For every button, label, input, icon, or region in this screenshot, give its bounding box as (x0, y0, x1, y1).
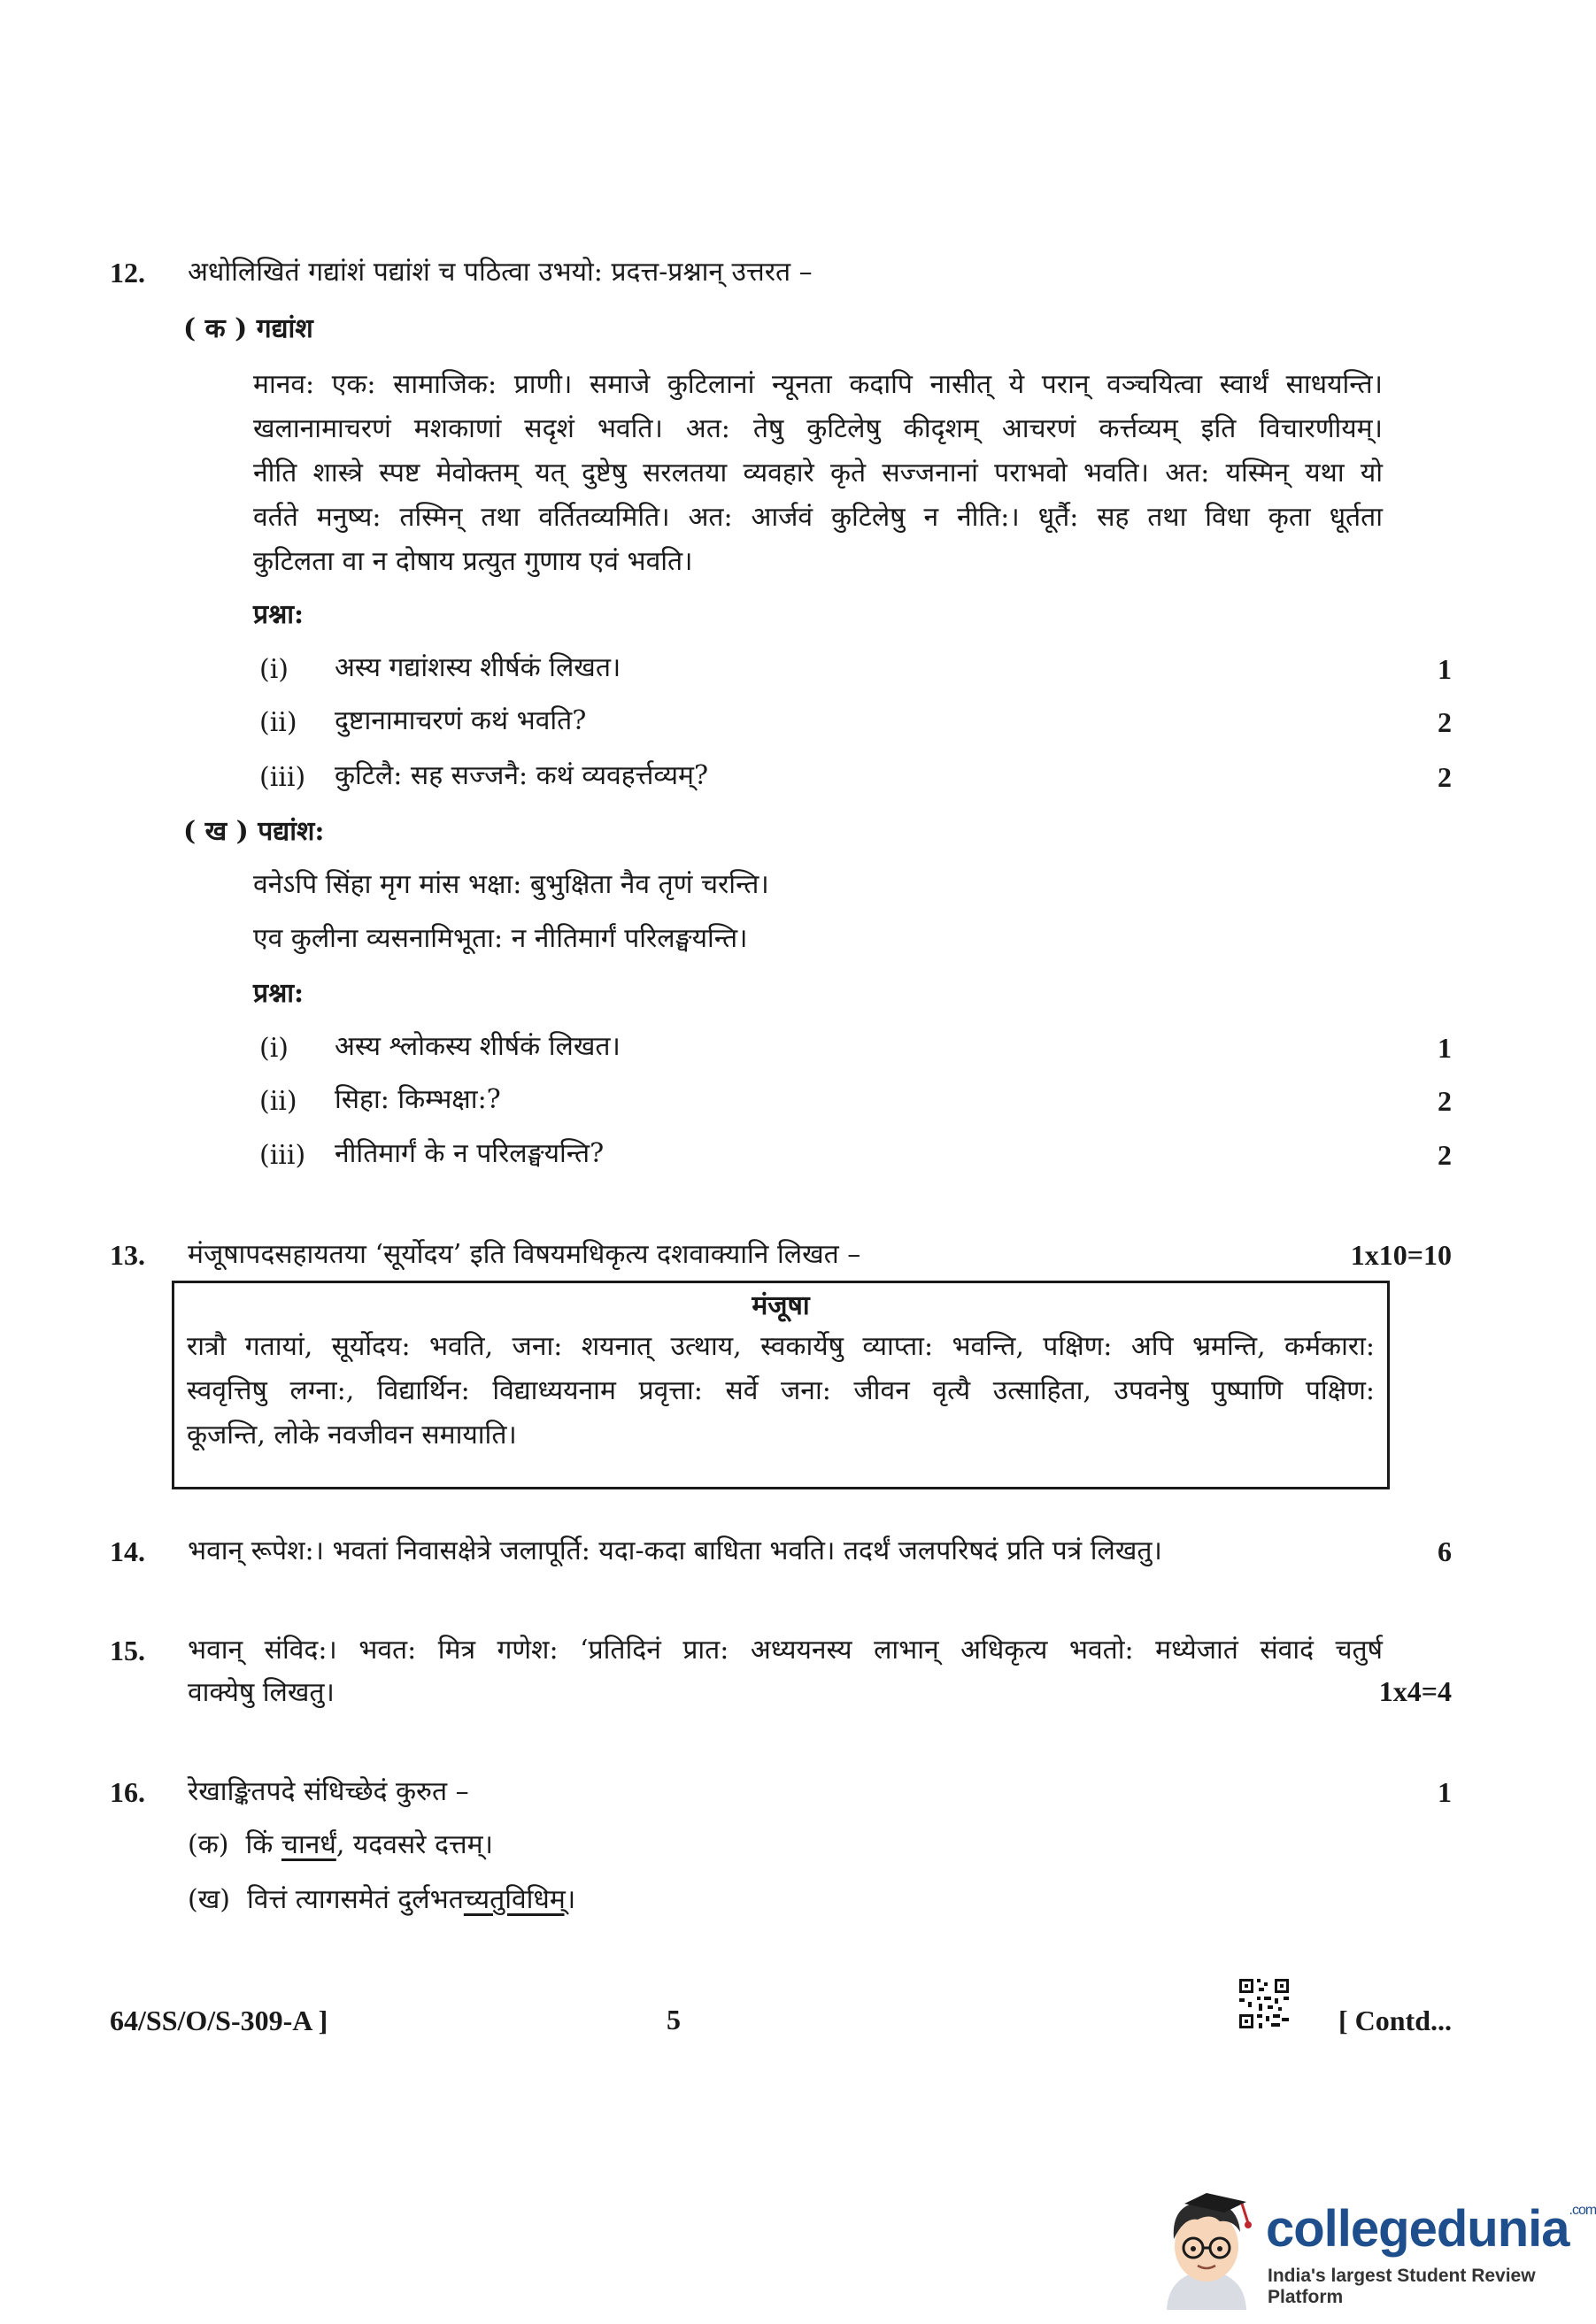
manjusha-line: स्ववृत्तिषु लग्ना:, विद्यार्थिन: विद्याध्ययनाम प्रवृत्ता: सर्वे जना: जीवन वृत्यै उत्साहिता, उपवनेषु पुष्पाणि पक्षिण: (187, 1375, 1375, 1406)
q13-marks: 1x10=10 (1350, 1239, 1452, 1271)
q16-a-label: (क) (188, 1829, 229, 1860)
question-marks: 1 (1438, 1032, 1452, 1064)
q16-b-label: (ख) (188, 1884, 230, 1915)
question-number: (iii) (259, 762, 306, 793)
passage-line: नीति शास्त्रे स्पष्ट मेवोक्तम् यत् दुष्टेषु सरलतया व्यवहारे कृते सज्जनानां पराभवो भवति। अत: यस्मिन् यथा यो (253, 458, 1383, 489)
question-number: (i) (259, 1033, 289, 1064)
brand-name: collegedunia (1266, 2200, 1569, 2258)
q14-number: 14. (110, 1535, 145, 1567)
manjusha-title: मंजूषा (752, 1290, 810, 1321)
q12-instruction: अधोलिखितं गद्यांशं पद्यांशं च पठित्वा उभयो: प्रदत्त-प्रश्नान् उत्तरत – (188, 257, 813, 288)
q16-marks: 1 (1438, 1776, 1452, 1808)
question-number: (ii) (259, 707, 297, 738)
q16-b-post: । (565, 1884, 576, 1915)
q12-part-b-label: ( ख ) पद्यांश: (183, 816, 325, 847)
brand-tagline: India's largest Student Review Platform (1268, 2266, 1536, 2307)
q16-b-pre: वित्तं त्यागसमेतं दुर्लभत (247, 1884, 464, 1915)
verse-line: वनेऽपि सिंहा मृग मांस भक्षा: बुभुक्षिता नैव तृणं चरन्ति। (253, 869, 769, 900)
question-marks: 2 (1438, 1085, 1452, 1117)
q16-text: रेखाङ्कितपदे संधिच्छेदं कुरुत – (188, 1776, 469, 1807)
question-marks: 2 (1438, 1139, 1452, 1171)
verse-line: एव कुलीना व्यसनामिभूता: न नीतिमार्गं परिलङ्घयन्ति। (253, 923, 748, 954)
q16-item-a (188, 1828, 493, 1862)
passage-line: खलानामाचरणं मशकाणां सदृशं भवति। अत: तेषु कुटिलेषु कीदृशम् आचरणं कर्त्तव्यम् इति विचारणीयम्। (253, 413, 1383, 444)
q16-a-post: , यदवसरे दत्तम्। (335, 1829, 493, 1860)
page-number: 5 (667, 2004, 681, 2035)
q13-number: 13. (110, 1239, 145, 1271)
collegedunia-logo (1266, 2200, 1596, 2258)
q16-a-underlined: चानर्धं (281, 1829, 336, 1860)
q15-text-line1: भवान् संविद:। भवत: मित्र गणेश: ‘प्रतिदिनं प्रात: अध्ययनस्य लाभान् अधिकृत्य भवतो: मध्येजातं संवादं चतुर्ष (188, 1635, 1383, 1666)
q16-number: 16. (110, 1776, 145, 1808)
question-text: दुष्टानामाचरणं कथं भवति? (335, 705, 587, 736)
question-number: (i) (259, 654, 289, 685)
q14-text: भवान् रूपेश:। भवतां निवासक्षेत्रे जलापूर्ति: यदा-कदा बाधिता भवति। तदर्थं जलपरिषदं प्रति पत्रं लिखतु। (188, 1535, 1162, 1566)
q12-part-a-label: ( क ) गद्यांश (183, 313, 313, 344)
q16-b-underlined: च्यतुविधिम् (463, 1884, 566, 1915)
q12-a-questions-label: प्रश्ना: (253, 599, 305, 630)
question-text: अस्य गद्यांशस्य शीर्षकं लिखत। (335, 652, 621, 683)
question-marks: 2 (1438, 706, 1452, 738)
passage-line: मानव: एक: सामाजिक: प्राणी। समाजे कुटिलानां न्यूनता कदापि नासीत् ये परान् वञ्चयित्वा स्वार्थं साधयन्ति। (253, 369, 1383, 400)
question-marks: 1 (1438, 653, 1452, 685)
passage-line: वर्तते मनुष्य: तस्मिन् तथा वर्तितव्यमिति। अत: आर्जवं कुटिलेषु न नीति:। धूर्तै: सह तथा विधा कृता धूर्तता (253, 502, 1383, 533)
manjusha-words (174, 1325, 1387, 1458)
question-text: कुटिलै: सह सज्जनै: कथं व्यवहर्त्तव्यम्? (335, 760, 709, 791)
q15-number: 15. (110, 1635, 145, 1666)
manjusha-line: रात्रौ गतायां, सूर्योदय: भवति, जना: शयनात् उत्थाय, स्वकार्येषु व्याप्ता: भवन्ति, पक्षिण: अपि भ्रमन्ति, कर्मकारा: (187, 1331, 1375, 1362)
q15-text-line2: वाक्येषु लिखतु। (188, 1677, 335, 1708)
question-text: अस्य श्लोकस्य शीर्षकं लिखत। (335, 1031, 621, 1062)
q16-a-pre: किं (245, 1829, 281, 1860)
question-text: नीतिमार्गं के न परिलङ्घयन्ति? (335, 1138, 605, 1169)
q13-text: मंजूषापदसहायतया ‘सूर्योदय’ इति विषयमधिकृत्य दशवाक्यानि लिखत – (188, 1239, 861, 1270)
student-mascot-icon (1149, 2177, 1264, 2310)
passage-line: कुटिलता वा न दोषाय प्रत्युत गुणाय एवं भवति। (253, 546, 693, 577)
q16-item-b (188, 1882, 575, 1917)
manjusha-line: कूजन्ति, लोके नवजीवन समायाति। (187, 1420, 517, 1451)
q12-passage (253, 363, 1383, 584)
paper-code: 64/SS/O/S-309-A ] (110, 2005, 328, 2036)
q15-marks: 1x4=4 (1378, 1675, 1452, 1707)
continued-label: [ Contd... (1338, 2005, 1452, 2036)
question-marks: 2 (1438, 761, 1452, 793)
question-text: सिहा: किम्भक्षा:? (335, 1084, 501, 1115)
q14-marks: 6 (1438, 1535, 1452, 1567)
q12-number: 12. (110, 257, 145, 289)
brand-tld: .com (1569, 2203, 1596, 2218)
manjusha-word-box (172, 1281, 1390, 1489)
question-number: (iii) (259, 1140, 306, 1171)
q12-b-questions-label: प्रश्ना: (253, 978, 305, 1009)
question-number: (ii) (259, 1086, 297, 1117)
